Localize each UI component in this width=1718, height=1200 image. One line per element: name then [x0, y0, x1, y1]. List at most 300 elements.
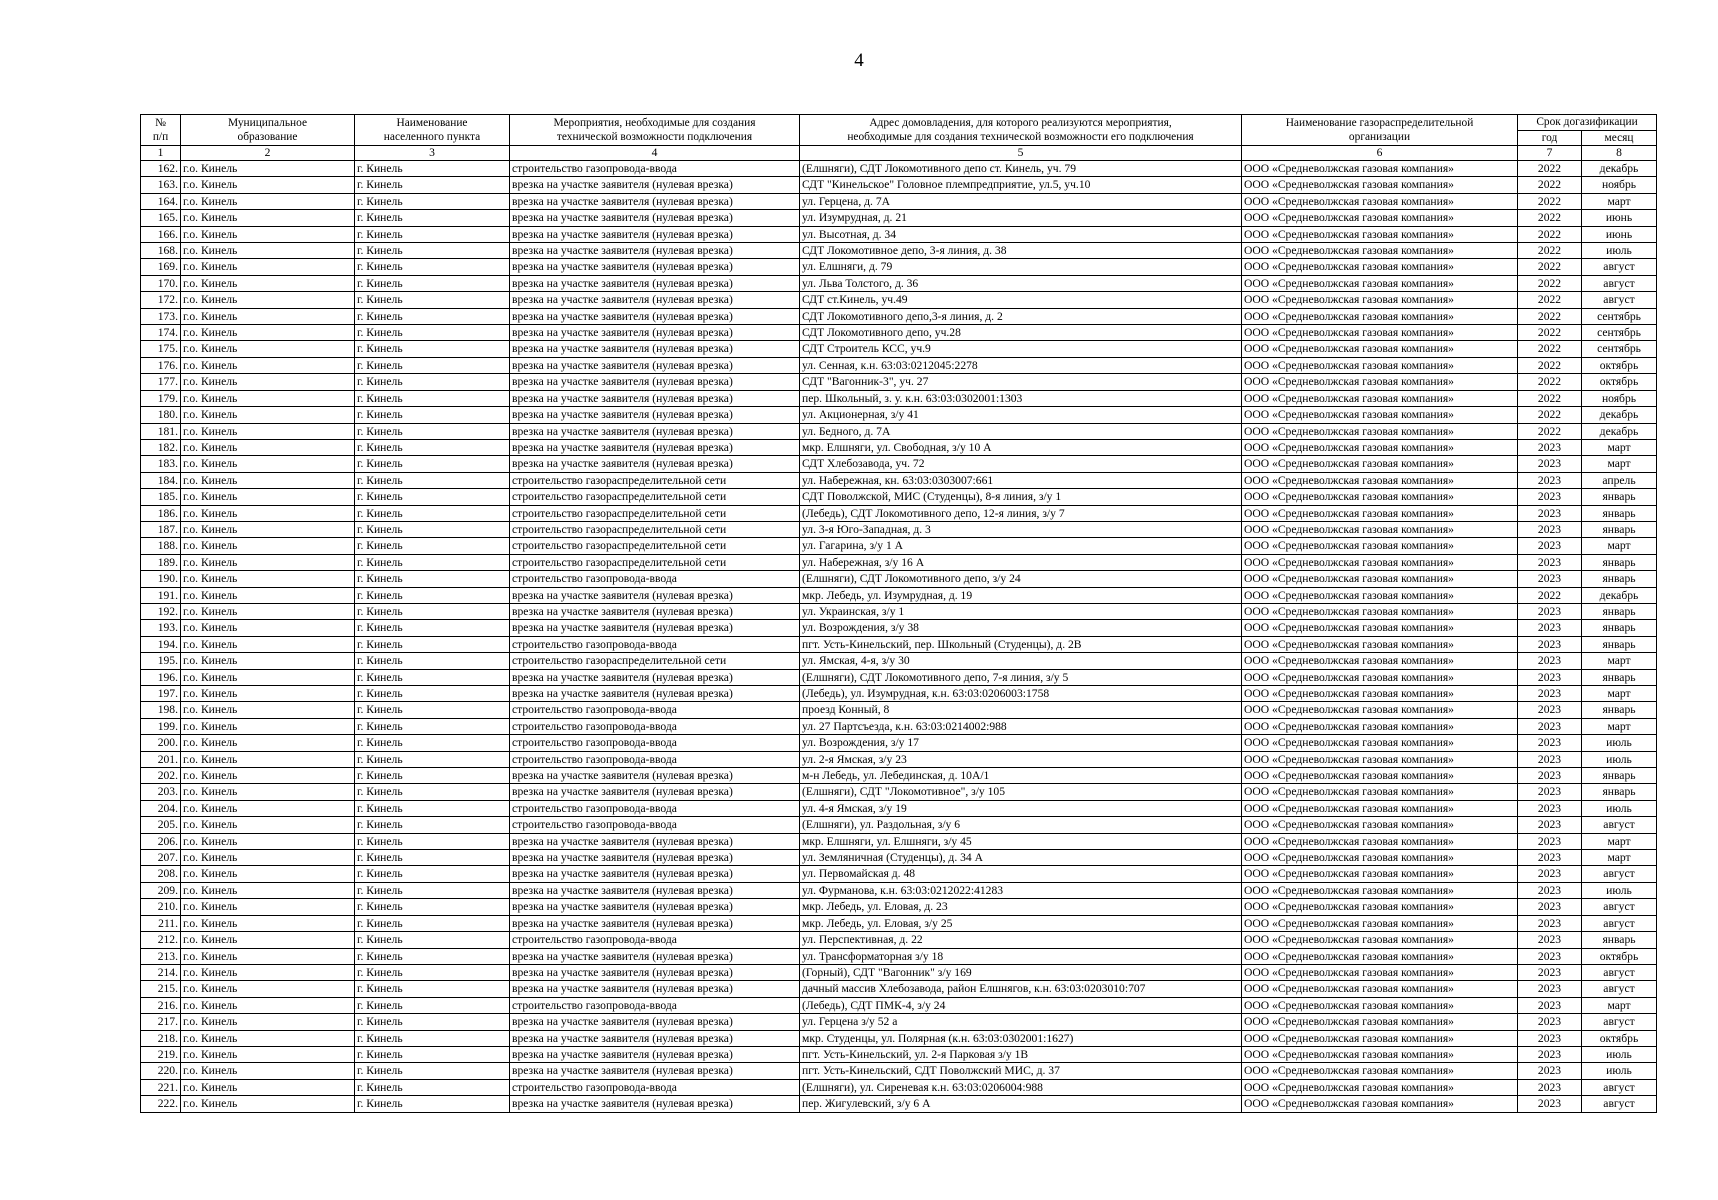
row-number: 198.	[141, 702, 181, 718]
month-cell: июнь	[1582, 226, 1657, 242]
year-cell: 2023	[1518, 850, 1582, 866]
year-cell: 2022	[1518, 407, 1582, 423]
address-cell: ул. 2-я Ямская, з/у 23	[800, 751, 1242, 767]
row-number: 208.	[141, 866, 181, 882]
address-cell: ул. Возрождения, з/у 17	[800, 735, 1242, 751]
settlement-cell: г. Кинель	[355, 489, 510, 505]
year-cell: 2023	[1518, 899, 1582, 915]
organization-cell: ООО «Средневолжская газовая компания»	[1242, 702, 1518, 718]
address-cell: ул. Возрождения, з/у 38	[800, 620, 1242, 636]
month-cell: март	[1582, 850, 1657, 866]
address-cell: СДТ ст.Кинель, уч.49	[800, 292, 1242, 308]
settlement-cell: г. Кинель	[355, 439, 510, 455]
address-cell: ул. Изумрудная, д. 21	[800, 210, 1242, 226]
settlement-cell: г. Кинель	[355, 850, 510, 866]
settlement-cell: г. Кинель	[355, 932, 510, 948]
month-cell: март	[1582, 538, 1657, 554]
settlement-cell: г. Кинель	[355, 636, 510, 652]
table-row	[141, 817, 1657, 833]
activity-cell: врезка на участке заявителя (нулевая врезка)	[510, 768, 800, 784]
table-row	[141, 489, 1657, 505]
settlement-cell: г. Кинель	[355, 456, 510, 472]
organization-cell: ООО «Средневолжская газовая компания»	[1242, 735, 1518, 751]
year-cell: 2022	[1518, 374, 1582, 390]
year-cell: 2023	[1518, 653, 1582, 669]
table-row	[141, 587, 1657, 603]
column-number: 2	[181, 146, 355, 161]
activity-cell: строительство газопровода-ввода	[510, 161, 800, 177]
address-cell: мкр. Елшняги, ул. Елшняги, з/у 45	[800, 833, 1242, 849]
municipality-cell: г.о. Кинель	[181, 1079, 355, 1095]
municipality-cell: г.о. Кинель	[181, 439, 355, 455]
activity-cell: строительство газопровода-ввода	[510, 817, 800, 833]
municipality-cell: г.о. Кинель	[181, 899, 355, 915]
municipality-cell: г.о. Кинель	[181, 735, 355, 751]
organization-cell: ООО «Средневолжская газовая компания»	[1242, 620, 1518, 636]
organization-cell: ООО «Средневолжская газовая компания»	[1242, 325, 1518, 341]
month-cell: апрель	[1582, 472, 1657, 488]
activity-cell: врезка на участке заявителя (нулевая врезка)	[510, 1046, 800, 1062]
year-cell: 2023	[1518, 1079, 1582, 1095]
address-cell: СДТ Хлебозавода, уч. 72	[800, 456, 1242, 472]
organization-cell: ООО «Средневолжская газовая компания»	[1242, 554, 1518, 570]
address-cell: (Елшняги), ул. Раздольная, з/у 6	[800, 817, 1242, 833]
address-cell: СДТ Строитель КСС, уч.9	[800, 341, 1242, 357]
address-cell: ул. Герцена, д. 7А	[800, 193, 1242, 209]
month-cell: январь	[1582, 636, 1657, 652]
organization-cell: ООО «Средневолжская газовая компания»	[1242, 718, 1518, 734]
organization-cell: ООО «Средневолжская газовая компания»	[1242, 915, 1518, 931]
settlement-cell: г. Кинель	[355, 899, 510, 915]
activity-cell: врезка на участке заявителя (нулевая врезка)	[510, 833, 800, 849]
table-row	[141, 768, 1657, 784]
address-cell: (Лебедь), СДТ ПМК-4, з/у 24	[800, 997, 1242, 1013]
municipality-cell: г.о. Кинель	[181, 275, 355, 291]
municipality-cell: г.о. Кинель	[181, 653, 355, 669]
address-cell: СДТ Поволжской, МИС (Студенцы), 8-я линия, з/у 1	[800, 489, 1242, 505]
activity-cell: врезка на участке заявителя (нулевая врезка)	[510, 407, 800, 423]
settlement-cell: г. Кинель	[355, 751, 510, 767]
row-number: 203.	[141, 784, 181, 800]
settlement-cell: г. Кинель	[355, 1079, 510, 1095]
address-cell: ул. Набережная, з/у 16 А	[800, 554, 1242, 570]
month-cell: август	[1582, 1014, 1657, 1030]
address-cell: ул. Фурманова, к.н. 63:03:0212022:41283	[800, 882, 1242, 898]
table-row	[141, 1014, 1657, 1030]
month-cell: октябрь	[1582, 374, 1657, 390]
municipality-cell: г.о. Кинель	[181, 702, 355, 718]
table-row	[141, 357, 1657, 373]
header-activity: Мероприятия, необходимые для создания технической возможности подключения	[510, 115, 800, 146]
table-row	[141, 1079, 1657, 1095]
row-number: 179.	[141, 390, 181, 406]
month-cell: июль	[1582, 1046, 1657, 1062]
row-number: 216.	[141, 997, 181, 1013]
settlement-cell: г. Кинель	[355, 341, 510, 357]
address-cell: ул. Ямская, 4-я, з/у 30	[800, 653, 1242, 669]
organization-cell: ООО «Средневолжская газовая компания»	[1242, 603, 1518, 619]
address-cell: ул. Герцена з/у 52 а	[800, 1014, 1242, 1030]
settlement-cell: г. Кинель	[355, 1096, 510, 1112]
municipality-cell: г.о. Кинель	[181, 915, 355, 931]
table-row	[141, 226, 1657, 242]
activity-cell: строительство газопровода-ввода	[510, 997, 800, 1013]
activity-cell: врезка на участке заявителя (нулевая врезка)	[510, 686, 800, 702]
address-cell: (Лебедь), СДТ Локомотивного депо, 12-я линия, з/у 7	[800, 505, 1242, 521]
month-cell: март	[1582, 439, 1657, 455]
activity-cell: врезка на участке заявителя (нулевая врезка)	[510, 357, 800, 373]
table-row	[141, 899, 1657, 915]
settlement-cell: г. Кинель	[355, 161, 510, 177]
row-number: 214.	[141, 964, 181, 980]
year-cell: 2023	[1518, 669, 1582, 685]
organization-cell: ООО «Средневолжская газовая компания»	[1242, 390, 1518, 406]
table-row	[141, 1096, 1657, 1112]
row-number: 185.	[141, 489, 181, 505]
row-number: 184.	[141, 472, 181, 488]
organization-cell: ООО «Средневолжская газовая компания»	[1242, 505, 1518, 521]
municipality-cell: г.о. Кинель	[181, 472, 355, 488]
organization-cell: ООО «Средневолжская газовая компания»	[1242, 407, 1518, 423]
month-cell: январь	[1582, 571, 1657, 587]
municipality-cell: г.о. Кинель	[181, 1030, 355, 1046]
municipality-cell: г.о. Кинель	[181, 997, 355, 1013]
month-cell: март	[1582, 718, 1657, 734]
activity-cell: врезка на участке заявителя (нулевая врезка)	[510, 374, 800, 390]
row-number: 162.	[141, 161, 181, 177]
settlement-cell: г. Кинель	[355, 686, 510, 702]
table-row	[141, 784, 1657, 800]
activity-cell: строительство газопровода-ввода	[510, 735, 800, 751]
settlement-cell: г. Кинель	[355, 997, 510, 1013]
year-cell: 2022	[1518, 275, 1582, 291]
table-row	[141, 882, 1657, 898]
address-cell: ул. Первомайская д. 48	[800, 866, 1242, 882]
activity-cell: строительство газораспределительной сети	[510, 521, 800, 537]
activity-cell: строительство газопровода-ввода	[510, 932, 800, 948]
header-organization: Наименование газораспределительной организации	[1242, 115, 1518, 146]
activity-cell: врезка на участке заявителя (нулевая врезка)	[510, 784, 800, 800]
year-cell: 2023	[1518, 800, 1582, 816]
address-cell: СДТ "Кинельское" Головное племпредприятие, ул.5, уч.10	[800, 177, 1242, 193]
organization-cell: ООО «Средневолжская газовая компания»	[1242, 489, 1518, 505]
settlement-cell: г. Кинель	[355, 423, 510, 439]
activity-cell: врезка на участке заявителя (нулевая врезка)	[510, 390, 800, 406]
row-number: 189.	[141, 554, 181, 570]
activity-cell: врезка на участке заявителя (нулевая врезка)	[510, 620, 800, 636]
settlement-cell: г. Кинель	[355, 866, 510, 882]
year-cell: 2023	[1518, 505, 1582, 521]
municipality-cell: г.о. Кинель	[181, 341, 355, 357]
row-number: 194.	[141, 636, 181, 652]
municipality-cell: г.о. Кинель	[181, 718, 355, 734]
row-number: 163.	[141, 177, 181, 193]
address-cell: мкр. Лебедь, ул. Еловая, д. 23	[800, 899, 1242, 915]
month-cell: август	[1582, 1079, 1657, 1095]
address-cell: ул. Украинская, з/у 1	[800, 603, 1242, 619]
activity-cell: врезка на участке заявителя (нулевая врезка)	[510, 292, 800, 308]
month-cell: июнь	[1582, 210, 1657, 226]
municipality-cell: г.о. Кинель	[181, 751, 355, 767]
settlement-cell: г. Кинель	[355, 603, 510, 619]
row-number: 213.	[141, 948, 181, 964]
activity-cell: строительство газопровода-ввода	[510, 751, 800, 767]
row-number: 180.	[141, 407, 181, 423]
organization-cell: ООО «Средневолжская газовая компания»	[1242, 226, 1518, 242]
organization-cell: ООО «Средневолжская газовая компания»	[1242, 997, 1518, 1013]
organization-cell: ООО «Средневолжская газовая компания»	[1242, 292, 1518, 308]
table-body	[141, 161, 1657, 1113]
table-row	[141, 603, 1657, 619]
organization-cell: ООО «Средневолжская газовая компания»	[1242, 751, 1518, 767]
address-cell: ул. Сенная, к.н. 63:03:0212045:2278	[800, 357, 1242, 373]
address-cell: ул. Набережная, кн. 63:03:0303007:661	[800, 472, 1242, 488]
row-number: 212.	[141, 932, 181, 948]
year-cell: 2023	[1518, 932, 1582, 948]
header-settlement: Наименование населенного пункта	[355, 115, 510, 146]
municipality-cell: г.о. Кинель	[181, 1046, 355, 1062]
organization-cell: ООО «Средневолжская газовая компания»	[1242, 259, 1518, 275]
activity-cell: врезка на участке заявителя (нулевая врезка)	[510, 177, 800, 193]
activity-cell: строительство газопровода-ввода	[510, 571, 800, 587]
address-cell: (Горный), СДТ "Вагонник" з/у 169	[800, 964, 1242, 980]
year-cell: 2022	[1518, 161, 1582, 177]
settlement-cell: г. Кинель	[355, 718, 510, 734]
organization-cell: ООО «Средневолжская газовая компания»	[1242, 571, 1518, 587]
header-month: месяц	[1582, 130, 1657, 146]
activity-cell: врезка на участке заявителя (нулевая врезка)	[510, 275, 800, 291]
organization-cell: ООО «Средневолжская газовая компания»	[1242, 587, 1518, 603]
month-cell: декабрь	[1582, 407, 1657, 423]
organization-cell: ООО «Средневолжская газовая компания»	[1242, 341, 1518, 357]
month-cell: август	[1582, 981, 1657, 997]
organization-cell: ООО «Средневолжская газовая компания»	[1242, 456, 1518, 472]
table-row	[141, 472, 1657, 488]
address-cell: мкр. Лебедь, ул. Еловая, з/у 25	[800, 915, 1242, 931]
settlement-cell: г. Кинель	[355, 587, 510, 603]
row-number: 206.	[141, 833, 181, 849]
table-row	[141, 259, 1657, 275]
organization-cell: ООО «Средневолжская газовая компания»	[1242, 193, 1518, 209]
column-number: 8	[1582, 146, 1657, 161]
municipality-cell: г.о. Кинель	[181, 800, 355, 816]
table-row	[141, 948, 1657, 964]
municipality-cell: г.о. Кинель	[181, 571, 355, 587]
row-number: 191.	[141, 587, 181, 603]
settlement-cell: г. Кинель	[355, 1030, 510, 1046]
activity-cell: строительство газопровода-ввода	[510, 1079, 800, 1095]
month-cell: март	[1582, 653, 1657, 669]
row-number: 176.	[141, 357, 181, 373]
settlement-cell: г. Кинель	[355, 1014, 510, 1030]
municipality-cell: г.о. Кинель	[181, 193, 355, 209]
row-number: 169.	[141, 259, 181, 275]
activity-cell: врезка на участке заявителя (нулевая врезка)	[510, 915, 800, 931]
settlement-cell: г. Кинель	[355, 357, 510, 373]
table-row	[141, 751, 1657, 767]
year-cell: 2022	[1518, 423, 1582, 439]
municipality-cell: г.о. Кинель	[181, 177, 355, 193]
year-cell: 2023	[1518, 915, 1582, 931]
address-cell: СДТ Локомотивного депо, уч.28	[800, 325, 1242, 341]
table-row	[141, 538, 1657, 554]
row-number: 181.	[141, 423, 181, 439]
activity-cell: врезка на участке заявителя (нулевая врезка)	[510, 1030, 800, 1046]
organization-cell: ООО «Средневолжская газовая компания»	[1242, 243, 1518, 259]
municipality-cell: г.о. Кинель	[181, 456, 355, 472]
year-cell: 2023	[1518, 686, 1582, 702]
year-cell: 2023	[1518, 882, 1582, 898]
settlement-cell: г. Кинель	[355, 784, 510, 800]
year-cell: 2022	[1518, 193, 1582, 209]
year-cell: 2023	[1518, 702, 1582, 718]
table-row	[141, 521, 1657, 537]
column-number: 3	[355, 146, 510, 161]
row-number: 183.	[141, 456, 181, 472]
organization-cell: ООО «Средневолжская газовая компания»	[1242, 308, 1518, 324]
organization-cell: ООО «Средневолжская газовая компания»	[1242, 374, 1518, 390]
header-year: год	[1518, 130, 1582, 146]
organization-cell: ООО «Средневолжская газовая компания»	[1242, 768, 1518, 784]
row-number: 174.	[141, 325, 181, 341]
address-cell: (Елшняги), ул. Сиреневая к.н. 63:03:0206004:988	[800, 1079, 1242, 1095]
table-row	[141, 866, 1657, 882]
activity-cell: строительство газораспределительной сети	[510, 538, 800, 554]
month-cell: июль	[1582, 735, 1657, 751]
settlement-cell: г. Кинель	[355, 768, 510, 784]
row-number: 166.	[141, 226, 181, 242]
table-row	[141, 210, 1657, 226]
year-cell: 2023	[1518, 521, 1582, 537]
row-number: 209.	[141, 882, 181, 898]
row-number: 164.	[141, 193, 181, 209]
address-cell: мкр. Елшняги, ул. Свободная, з/у 10 А	[800, 439, 1242, 455]
municipality-cell: г.о. Кинель	[181, 226, 355, 242]
month-cell: март	[1582, 997, 1657, 1013]
address-cell: ул. Елшняги, д. 79	[800, 259, 1242, 275]
column-number: 1	[141, 146, 181, 161]
address-cell: СДТ "Вагонник-3", уч. 27	[800, 374, 1242, 390]
settlement-cell: г. Кинель	[355, 964, 510, 980]
settlement-cell: г. Кинель	[355, 243, 510, 259]
row-number: 168.	[141, 243, 181, 259]
activity-cell: врезка на участке заявителя (нулевая врезка)	[510, 243, 800, 259]
year-cell: 2023	[1518, 964, 1582, 980]
month-cell: сентябрь	[1582, 308, 1657, 324]
month-cell: июль	[1582, 751, 1657, 767]
activity-cell: врезка на участке заявителя (нулевая врезка)	[510, 1063, 800, 1079]
month-cell: октябрь	[1582, 357, 1657, 373]
organization-cell: ООО «Средневолжская газовая компания»	[1242, 833, 1518, 849]
activity-cell: врезка на участке заявителя (нулевая врезка)	[510, 1014, 800, 1030]
year-cell: 2023	[1518, 817, 1582, 833]
settlement-cell: г. Кинель	[355, 620, 510, 636]
settlement-cell: г. Кинель	[355, 275, 510, 291]
settlement-cell: г. Кинель	[355, 308, 510, 324]
table-row	[141, 456, 1657, 472]
activity-cell: строительство газопровода-ввода	[510, 718, 800, 734]
year-cell: 2023	[1518, 571, 1582, 587]
year-cell: 2023	[1518, 784, 1582, 800]
municipality-cell: г.о. Кинель	[181, 636, 355, 652]
table-row	[141, 374, 1657, 390]
settlement-cell: г. Кинель	[355, 226, 510, 242]
address-cell: ул. Акционерная, з/у 41	[800, 407, 1242, 423]
settlement-cell: г. Кинель	[355, 292, 510, 308]
municipality-cell: г.о. Кинель	[181, 784, 355, 800]
municipality-cell: г.о. Кинель	[181, 948, 355, 964]
month-cell: август	[1582, 1096, 1657, 1112]
table-row	[141, 636, 1657, 652]
row-number: 172.	[141, 292, 181, 308]
table-row	[141, 571, 1657, 587]
year-cell: 2023	[1518, 1030, 1582, 1046]
month-cell: август	[1582, 915, 1657, 931]
organization-cell: ООО «Средневолжская газовая компания»	[1242, 964, 1518, 980]
row-number: 196.	[141, 669, 181, 685]
year-cell: 2023	[1518, 833, 1582, 849]
table-row	[141, 833, 1657, 849]
row-number: 202.	[141, 768, 181, 784]
header-num: № п/п	[141, 115, 181, 146]
address-cell: пер. Жигулевский, з/у 6 А	[800, 1096, 1242, 1112]
organization-cell: ООО «Средневолжская газовая компания»	[1242, 521, 1518, 537]
activity-cell: врезка на участке заявителя (нулевая врезка)	[510, 866, 800, 882]
organization-cell: ООО «Средневолжская газовая компания»	[1242, 899, 1518, 915]
year-cell: 2023	[1518, 620, 1582, 636]
settlement-cell: г. Кинель	[355, 653, 510, 669]
settlement-cell: г. Кинель	[355, 800, 510, 816]
address-cell: мкр. Студенцы, ул. Полярная (к.н. 63:03:0302001:1627)	[800, 1030, 1242, 1046]
row-number: 188.	[141, 538, 181, 554]
year-cell: 2023	[1518, 768, 1582, 784]
row-number: 210.	[141, 899, 181, 915]
row-number: 187.	[141, 521, 181, 537]
municipality-cell: г.о. Кинель	[181, 882, 355, 898]
organization-cell: ООО «Средневолжская газовая компания»	[1242, 932, 1518, 948]
gasification-table	[140, 114, 1657, 1113]
municipality-cell: г.о. Кинель	[181, 505, 355, 521]
year-cell: 2023	[1518, 554, 1582, 570]
activity-cell: строительство газораспределительной сети	[510, 554, 800, 570]
settlement-cell: г. Кинель	[355, 193, 510, 209]
municipality-cell: г.о. Кинель	[181, 259, 355, 275]
address-cell: (Елшняги), СДТ "Локомотивное", з/у 105	[800, 784, 1242, 800]
table-row	[141, 653, 1657, 669]
activity-cell: врезка на участке заявителя (нулевая врезка)	[510, 669, 800, 685]
header-deadline: Срок догазификации	[1518, 115, 1657, 131]
year-cell: 2023	[1518, 866, 1582, 882]
row-number: 173.	[141, 308, 181, 324]
month-cell: июль	[1582, 800, 1657, 816]
table-row	[141, 1063, 1657, 1079]
month-cell: январь	[1582, 768, 1657, 784]
year-cell: 2023	[1518, 1014, 1582, 1030]
organization-cell: ООО «Средневолжская газовая компания»	[1242, 686, 1518, 702]
row-number: 219.	[141, 1046, 181, 1062]
address-cell: (Елшняги), СДТ Локомотивного депо ст. Кинель, уч. 79	[800, 161, 1242, 177]
settlement-cell: г. Кинель	[355, 833, 510, 849]
activity-cell: врезка на участке заявителя (нулевая врезка)	[510, 948, 800, 964]
activity-cell: врезка на участке заявителя (нулевая врезка)	[510, 423, 800, 439]
year-cell: 2023	[1518, 538, 1582, 554]
organization-cell: ООО «Средневолжская газовая компания»	[1242, 784, 1518, 800]
row-number: 175.	[141, 341, 181, 357]
activity-cell: врезка на участке заявителя (нулевая врезка)	[510, 226, 800, 242]
month-cell: январь	[1582, 932, 1657, 948]
settlement-cell: г. Кинель	[355, 669, 510, 685]
municipality-cell: г.о. Кинель	[181, 374, 355, 390]
